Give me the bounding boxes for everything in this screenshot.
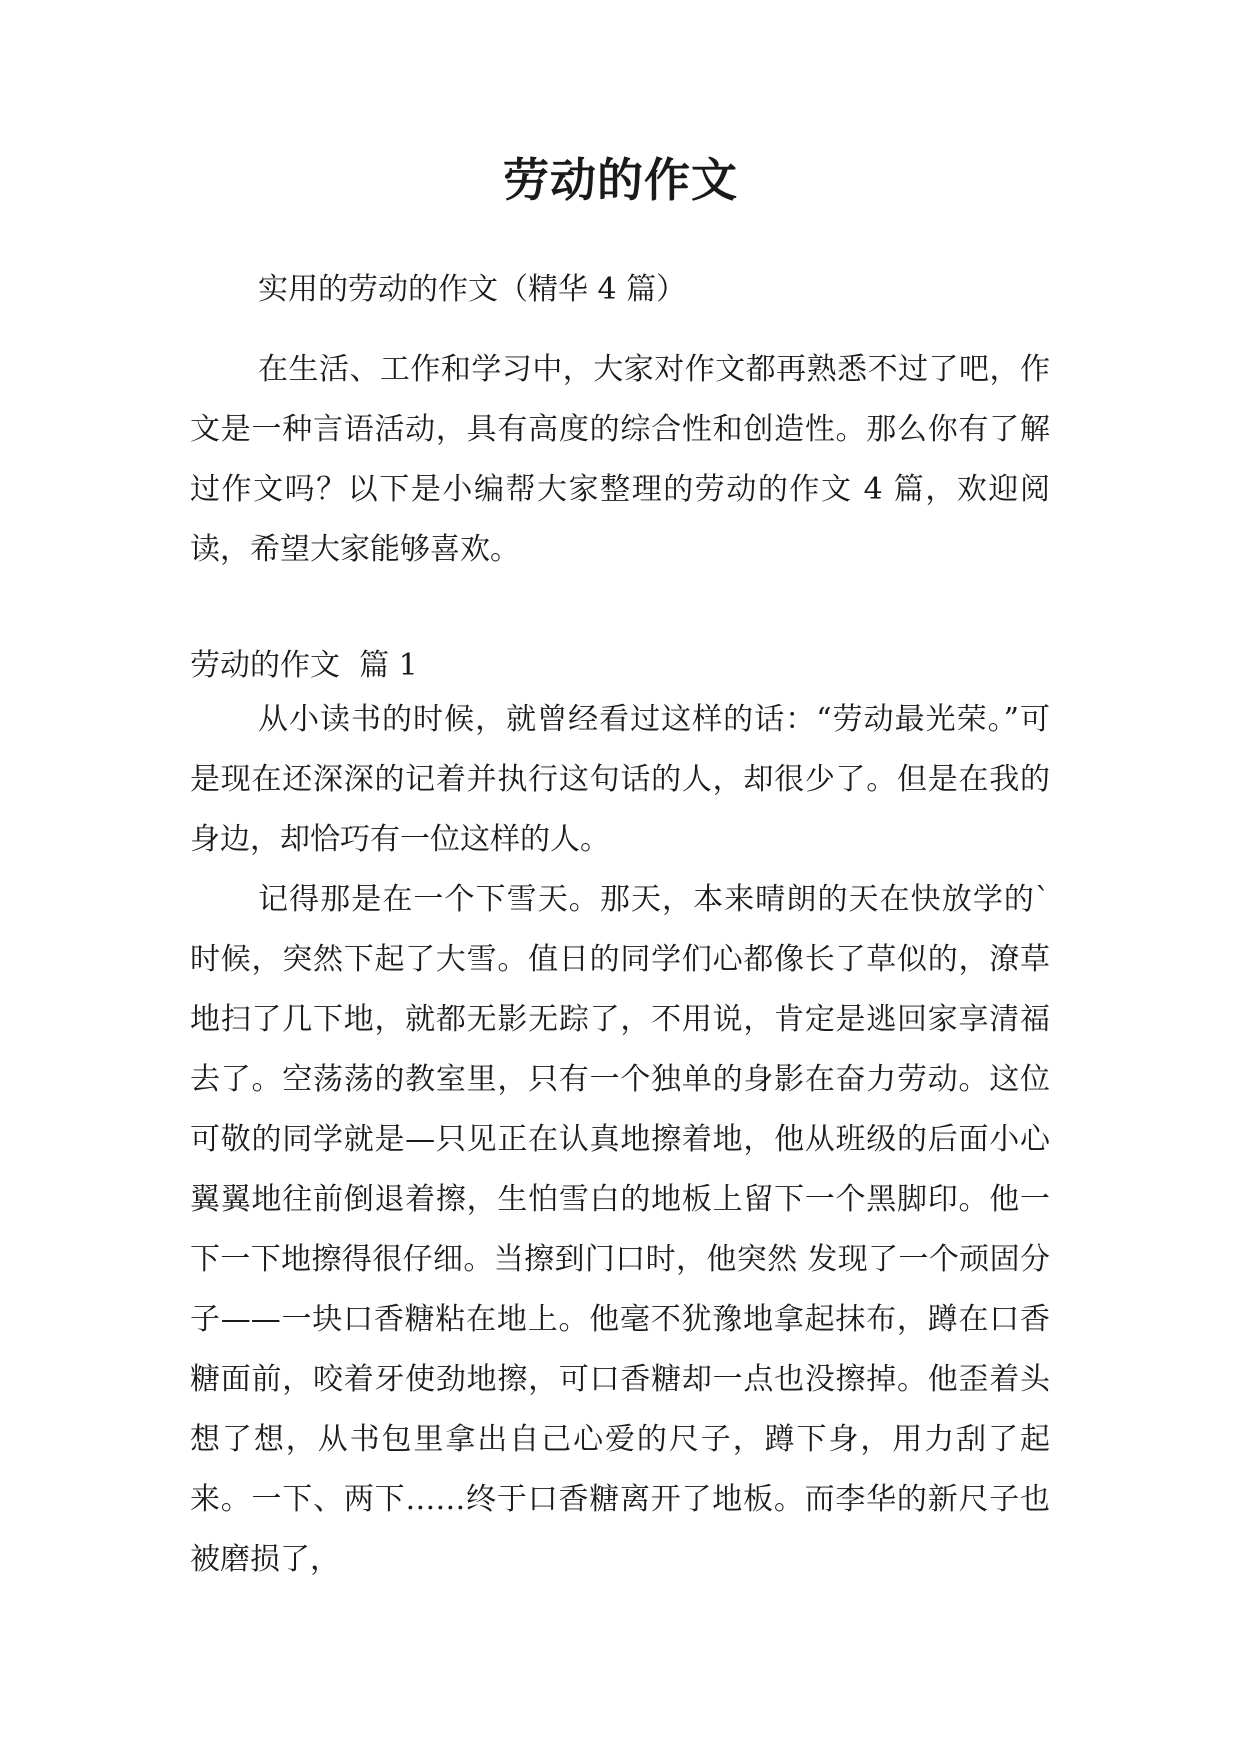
body-paragraph: 记得那是在一个下雪天。那天，本来晴朗的天在快放学的`时候，突然下起了大雪。值日的同学们心都像长了草似的，潦草地扫了几下地，就都无影无踪了，不用说，肯定是逃回家享清福去了。空荡荡的教室里，只有一个独单的身影在奋力劳动。这位可敬的同学就是—只见正在认真地擦着地，他从班级的后面小心翼翼地往前倒退着擦，生怕雪白的地板上留下一个黑脚印。他一下一下地擦得很仔细。当擦到门口时，他突然 发现了一个顽固分子——一块口香糖粘在地上。他毫不犹豫地拿起抹布，蹲在口香糖面前，咬着牙使劲地擦，可口香糖却一点也没擦掉。他歪着头想了想，从书包里拿出自己心爱的尺子，蹲下身，用力刮了起来。一下、两下……终于口香糖离开了地板。而李华的新尺子也被磨损了，: [190, 882, 1050, 1577]
section-heading: 劳动的作文 篇 1: [190, 648, 418, 683]
document-title: 劳动的作文: [503, 153, 738, 207]
section-1-body: [190, 690, 1050, 1590]
document-subtitle: 实用的劳动的作文（精华 4 篇）: [258, 272, 687, 307]
intro-paragraph: 在生活、工作和学习中，大家对作文都再熟悉不过了吧，作文是一种言语活动，具有高度的综合性和创造性。那么你有了解过作文吗？以下是小编帮大家整理的劳动的作文 4 篇，欢迎阅读，希望大家能够喜欢。: [190, 352, 1050, 567]
body-paragraph: 从小读书的时候，就曾经看过这样的话：“劳动最光荣。”可是现在还深深的记着并执行这句话的人，却很少了。但是在我的身边，却恰巧有一位这样的人。: [190, 702, 1050, 857]
